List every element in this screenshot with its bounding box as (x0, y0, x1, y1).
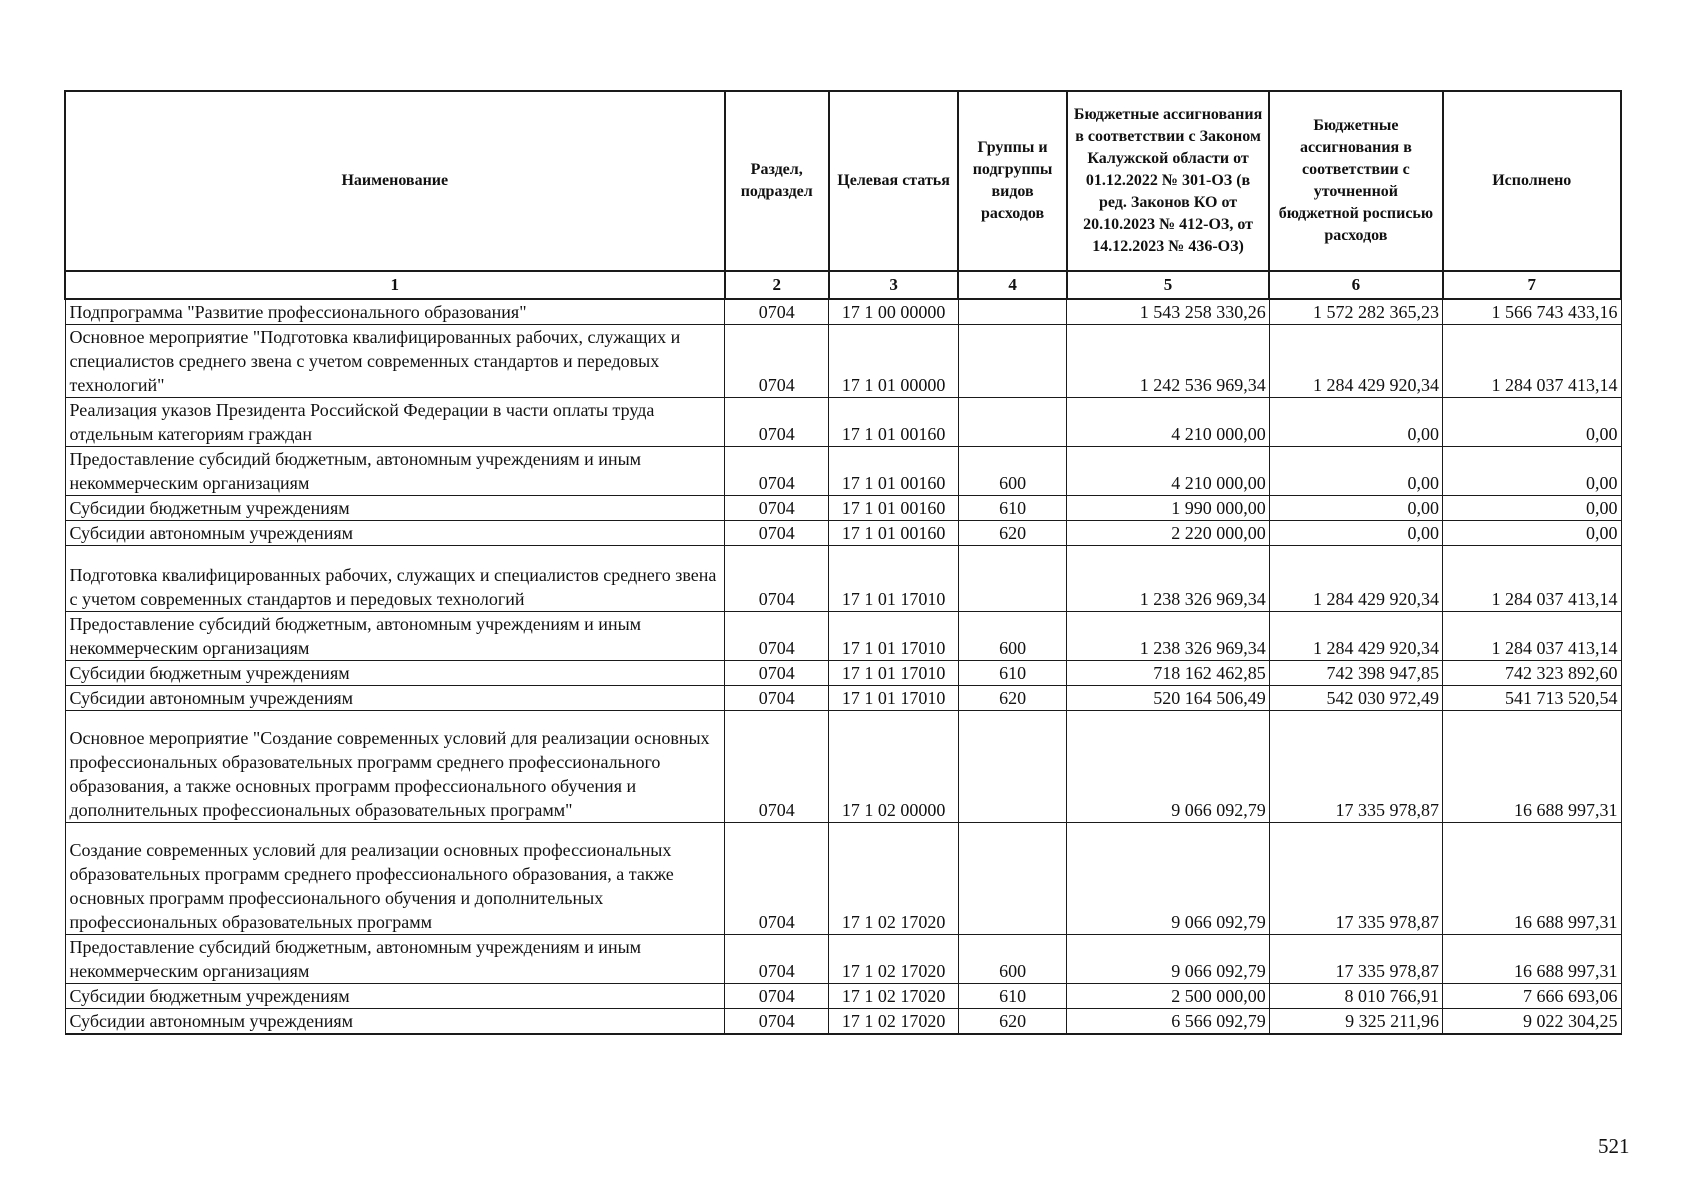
row-section: 0704 (725, 612, 829, 661)
row-law-allocation: 4 210 000,00 (1067, 398, 1269, 447)
row-expense-group: 620 (958, 1009, 1067, 1035)
row-law-allocation: 9 066 092,79 (1067, 823, 1269, 935)
row-section: 0704 (725, 299, 829, 325)
row-refined-allocation: 1 572 282 365,23 (1269, 299, 1442, 325)
row-section: 0704 (725, 661, 829, 686)
row-refined-allocation: 17 335 978,87 (1269, 711, 1442, 823)
row-refined-allocation: 0,00 (1269, 496, 1442, 521)
row-name: Подпрограмма "Развитие профессионального образования" (65, 299, 725, 325)
row-section: 0704 (725, 447, 829, 496)
row-expense-group: 620 (958, 686, 1067, 711)
row-law-allocation: 4 210 000,00 (1067, 447, 1269, 496)
row-name: Основное мероприятие "Создание современных условий для реализации основных профессиональных образовательных программ среднего профессионального образования, а также основных программ профессионального обучения и дополнительных профессиональных образовательных программ" (65, 711, 725, 823)
table-row (65, 1009, 1621, 1035)
row-refined-allocation: 742 398 947,85 (1269, 661, 1442, 686)
row-section: 0704 (725, 398, 829, 447)
table-row (65, 984, 1621, 1009)
header-name: Наименование (65, 91, 725, 271)
header-refined-allocations: Бюджетные ассигнования в соответствии с уточненной бюджетной росписью расходов (1269, 91, 1442, 271)
column-number-row (65, 271, 1621, 299)
row-refined-allocation: 17 335 978,87 (1269, 935, 1442, 984)
row-law-allocation: 718 162 462,85 (1067, 661, 1269, 686)
row-refined-allocation: 1 284 429 920,34 (1269, 546, 1442, 612)
row-name: Реализация указов Президента Российской Федерации в части оплаты труда отдельным категориям граждан (65, 398, 725, 447)
row-executed: 0,00 (1443, 398, 1621, 447)
table-row (65, 823, 1621, 935)
row-expense-group: 600 (958, 447, 1067, 496)
row-name: Субсидии бюджетным учреждениям (65, 984, 725, 1009)
table-header-row (65, 91, 1621, 271)
table-row (65, 325, 1621, 398)
row-expense-group (958, 711, 1067, 823)
row-executed: 1 284 037 413,14 (1443, 546, 1621, 612)
column-number: 6 (1269, 271, 1442, 299)
row-refined-allocation: 0,00 (1269, 521, 1442, 546)
row-expense-group (958, 299, 1067, 325)
row-name: Субсидии автономным учреждениям (65, 686, 725, 711)
row-law-allocation: 9 066 092,79 (1067, 711, 1269, 823)
row-name: Предоставление субсидий бюджетным, автономным учреждениям и иным некоммерческим организациям (65, 612, 725, 661)
row-target-article: 17 1 01 00000 (829, 325, 958, 398)
column-number: 7 (1443, 271, 1621, 299)
row-expense-group: 610 (958, 661, 1067, 686)
row-target-article: 17 1 01 17010 (829, 612, 958, 661)
row-refined-allocation: 542 030 972,49 (1269, 686, 1442, 711)
column-number: 1 (65, 271, 725, 299)
row-section: 0704 (725, 711, 829, 823)
row-expense-group (958, 398, 1067, 447)
row-law-allocation: 1 242 536 969,34 (1067, 325, 1269, 398)
table-row (65, 686, 1621, 711)
row-law-allocation: 1 238 326 969,34 (1067, 612, 1269, 661)
row-executed: 0,00 (1443, 521, 1621, 546)
row-target-article: 17 1 02 17020 (829, 935, 958, 984)
row-target-article: 17 1 01 17010 (829, 546, 958, 612)
row-executed: 1 566 743 433,16 (1443, 299, 1621, 325)
budget-table (64, 90, 1622, 1035)
row-name: Субсидии автономным учреждениям (65, 521, 725, 546)
row-target-article: 17 1 02 17020 (829, 984, 958, 1009)
row-executed: 16 688 997,31 (1443, 711, 1621, 823)
row-refined-allocation: 0,00 (1269, 398, 1442, 447)
header-executed: Исполнено (1443, 91, 1621, 271)
row-executed: 0,00 (1443, 496, 1621, 521)
row-name: Предоставление субсидий бюджетным, автономным учреждениям и иным некоммерческим организациям (65, 935, 725, 984)
table-row (65, 398, 1621, 447)
table-row (65, 711, 1621, 823)
row-target-article: 17 1 01 17010 (829, 661, 958, 686)
table-row (65, 546, 1621, 612)
row-target-article: 17 1 02 00000 (829, 711, 958, 823)
row-refined-allocation: 17 335 978,87 (1269, 823, 1442, 935)
header-target-article: Целевая статья (829, 91, 958, 271)
row-executed: 742 323 892,60 (1443, 661, 1621, 686)
row-expense-group: 610 (958, 496, 1067, 521)
header-expense-groups: Группы и подгруппы видов расходов (958, 91, 1067, 271)
row-name: Субсидии бюджетным учреждениям (65, 661, 725, 686)
table-row (65, 447, 1621, 496)
column-number: 2 (725, 271, 829, 299)
row-target-article: 17 1 01 00160 (829, 447, 958, 496)
row-section: 0704 (725, 325, 829, 398)
row-target-article: 17 1 01 00160 (829, 521, 958, 546)
row-section: 0704 (725, 546, 829, 612)
row-expense-group: 610 (958, 984, 1067, 1009)
header-law-allocations: Бюджетные ассигнования в соответствии с Законом Калужской области от 01.12.2022 № 301-ОЗ (в ред. Законов КО от 20.10.2023 № 412-ОЗ, от 14.12.2023 № 436-ОЗ) (1067, 91, 1269, 271)
row-section: 0704 (725, 686, 829, 711)
column-number: 5 (1067, 271, 1269, 299)
row-executed: 541 713 520,54 (1443, 686, 1621, 711)
table-row (65, 935, 1621, 984)
row-executed: 16 688 997,31 (1443, 935, 1621, 984)
row-section: 0704 (725, 984, 829, 1009)
row-name: Предоставление субсидий бюджетным, автономным учреждениям и иным некоммерческим организациям (65, 447, 725, 496)
row-law-allocation: 1 990 000,00 (1067, 496, 1269, 521)
row-executed: 1 284 037 413,14 (1443, 325, 1621, 398)
row-executed: 16 688 997,31 (1443, 823, 1621, 935)
row-refined-allocation: 0,00 (1269, 447, 1442, 496)
row-section: 0704 (725, 935, 829, 984)
row-expense-group (958, 325, 1067, 398)
row-expense-group: 600 (958, 935, 1067, 984)
row-executed: 0,00 (1443, 447, 1621, 496)
table-row (65, 299, 1621, 325)
row-target-article: 17 1 02 17020 (829, 1009, 958, 1035)
row-law-allocation: 9 066 092,79 (1067, 935, 1269, 984)
row-law-allocation: 1 543 258 330,26 (1067, 299, 1269, 325)
table-row (65, 496, 1621, 521)
row-name: Создание современных условий для реализации основных профессиональных образовательных программ среднего профессионального образования, а также основных программ профессионального обучения и дополнительных профессиональных образовательных программ (65, 823, 725, 935)
column-number: 3 (829, 271, 958, 299)
row-executed: 1 284 037 413,14 (1443, 612, 1621, 661)
row-law-allocation: 1 238 326 969,34 (1067, 546, 1269, 612)
row-target-article: 17 1 02 17020 (829, 823, 958, 935)
row-name: Основное мероприятие "Подготовка квалифицированных рабочих, служащих и специалистов среднего звена с учетом современных стандартов и передовых технологий" (65, 325, 725, 398)
table-row (65, 661, 1621, 686)
row-target-article: 17 1 01 00160 (829, 398, 958, 447)
row-target-article: 17 1 01 00160 (829, 496, 958, 521)
row-refined-allocation: 8 010 766,91 (1269, 984, 1442, 1009)
row-expense-group (958, 823, 1067, 935)
row-executed: 7 666 693,06 (1443, 984, 1621, 1009)
row-section: 0704 (725, 521, 829, 546)
row-expense-group: 620 (958, 521, 1067, 546)
row-name: Субсидии бюджетным учреждениям (65, 496, 725, 521)
row-expense-group (958, 546, 1067, 612)
row-expense-group: 600 (958, 612, 1067, 661)
header-section: Раздел, подраздел (725, 91, 829, 271)
row-target-article: 17 1 01 17010 (829, 686, 958, 711)
row-section: 0704 (725, 1009, 829, 1035)
row-law-allocation: 6 566 092,79 (1067, 1009, 1269, 1035)
row-name: Подготовка квалифицированных рабочих, служащих и специалистов среднего звена с учетом современных стандартов и передовых технологий (65, 546, 725, 612)
row-law-allocation: 2 500 000,00 (1067, 984, 1269, 1009)
column-number: 4 (958, 271, 1067, 299)
table-row (65, 612, 1621, 661)
row-refined-allocation: 1 284 429 920,34 (1269, 325, 1442, 398)
row-executed: 9 022 304,25 (1443, 1009, 1621, 1035)
table-row (65, 521, 1621, 546)
row-section: 0704 (725, 496, 829, 521)
row-name: Субсидии автономным учреждениям (65, 1009, 725, 1035)
row-section: 0704 (725, 823, 829, 935)
table-body (65, 299, 1621, 1034)
row-target-article: 17 1 00 00000 (829, 299, 958, 325)
row-law-allocation: 2 220 000,00 (1067, 521, 1269, 546)
row-law-allocation: 520 164 506,49 (1067, 686, 1269, 711)
page-number: 521 (1598, 1134, 1630, 1158)
row-refined-allocation: 1 284 429 920,34 (1269, 612, 1442, 661)
row-refined-allocation: 9 325 211,96 (1269, 1009, 1442, 1035)
